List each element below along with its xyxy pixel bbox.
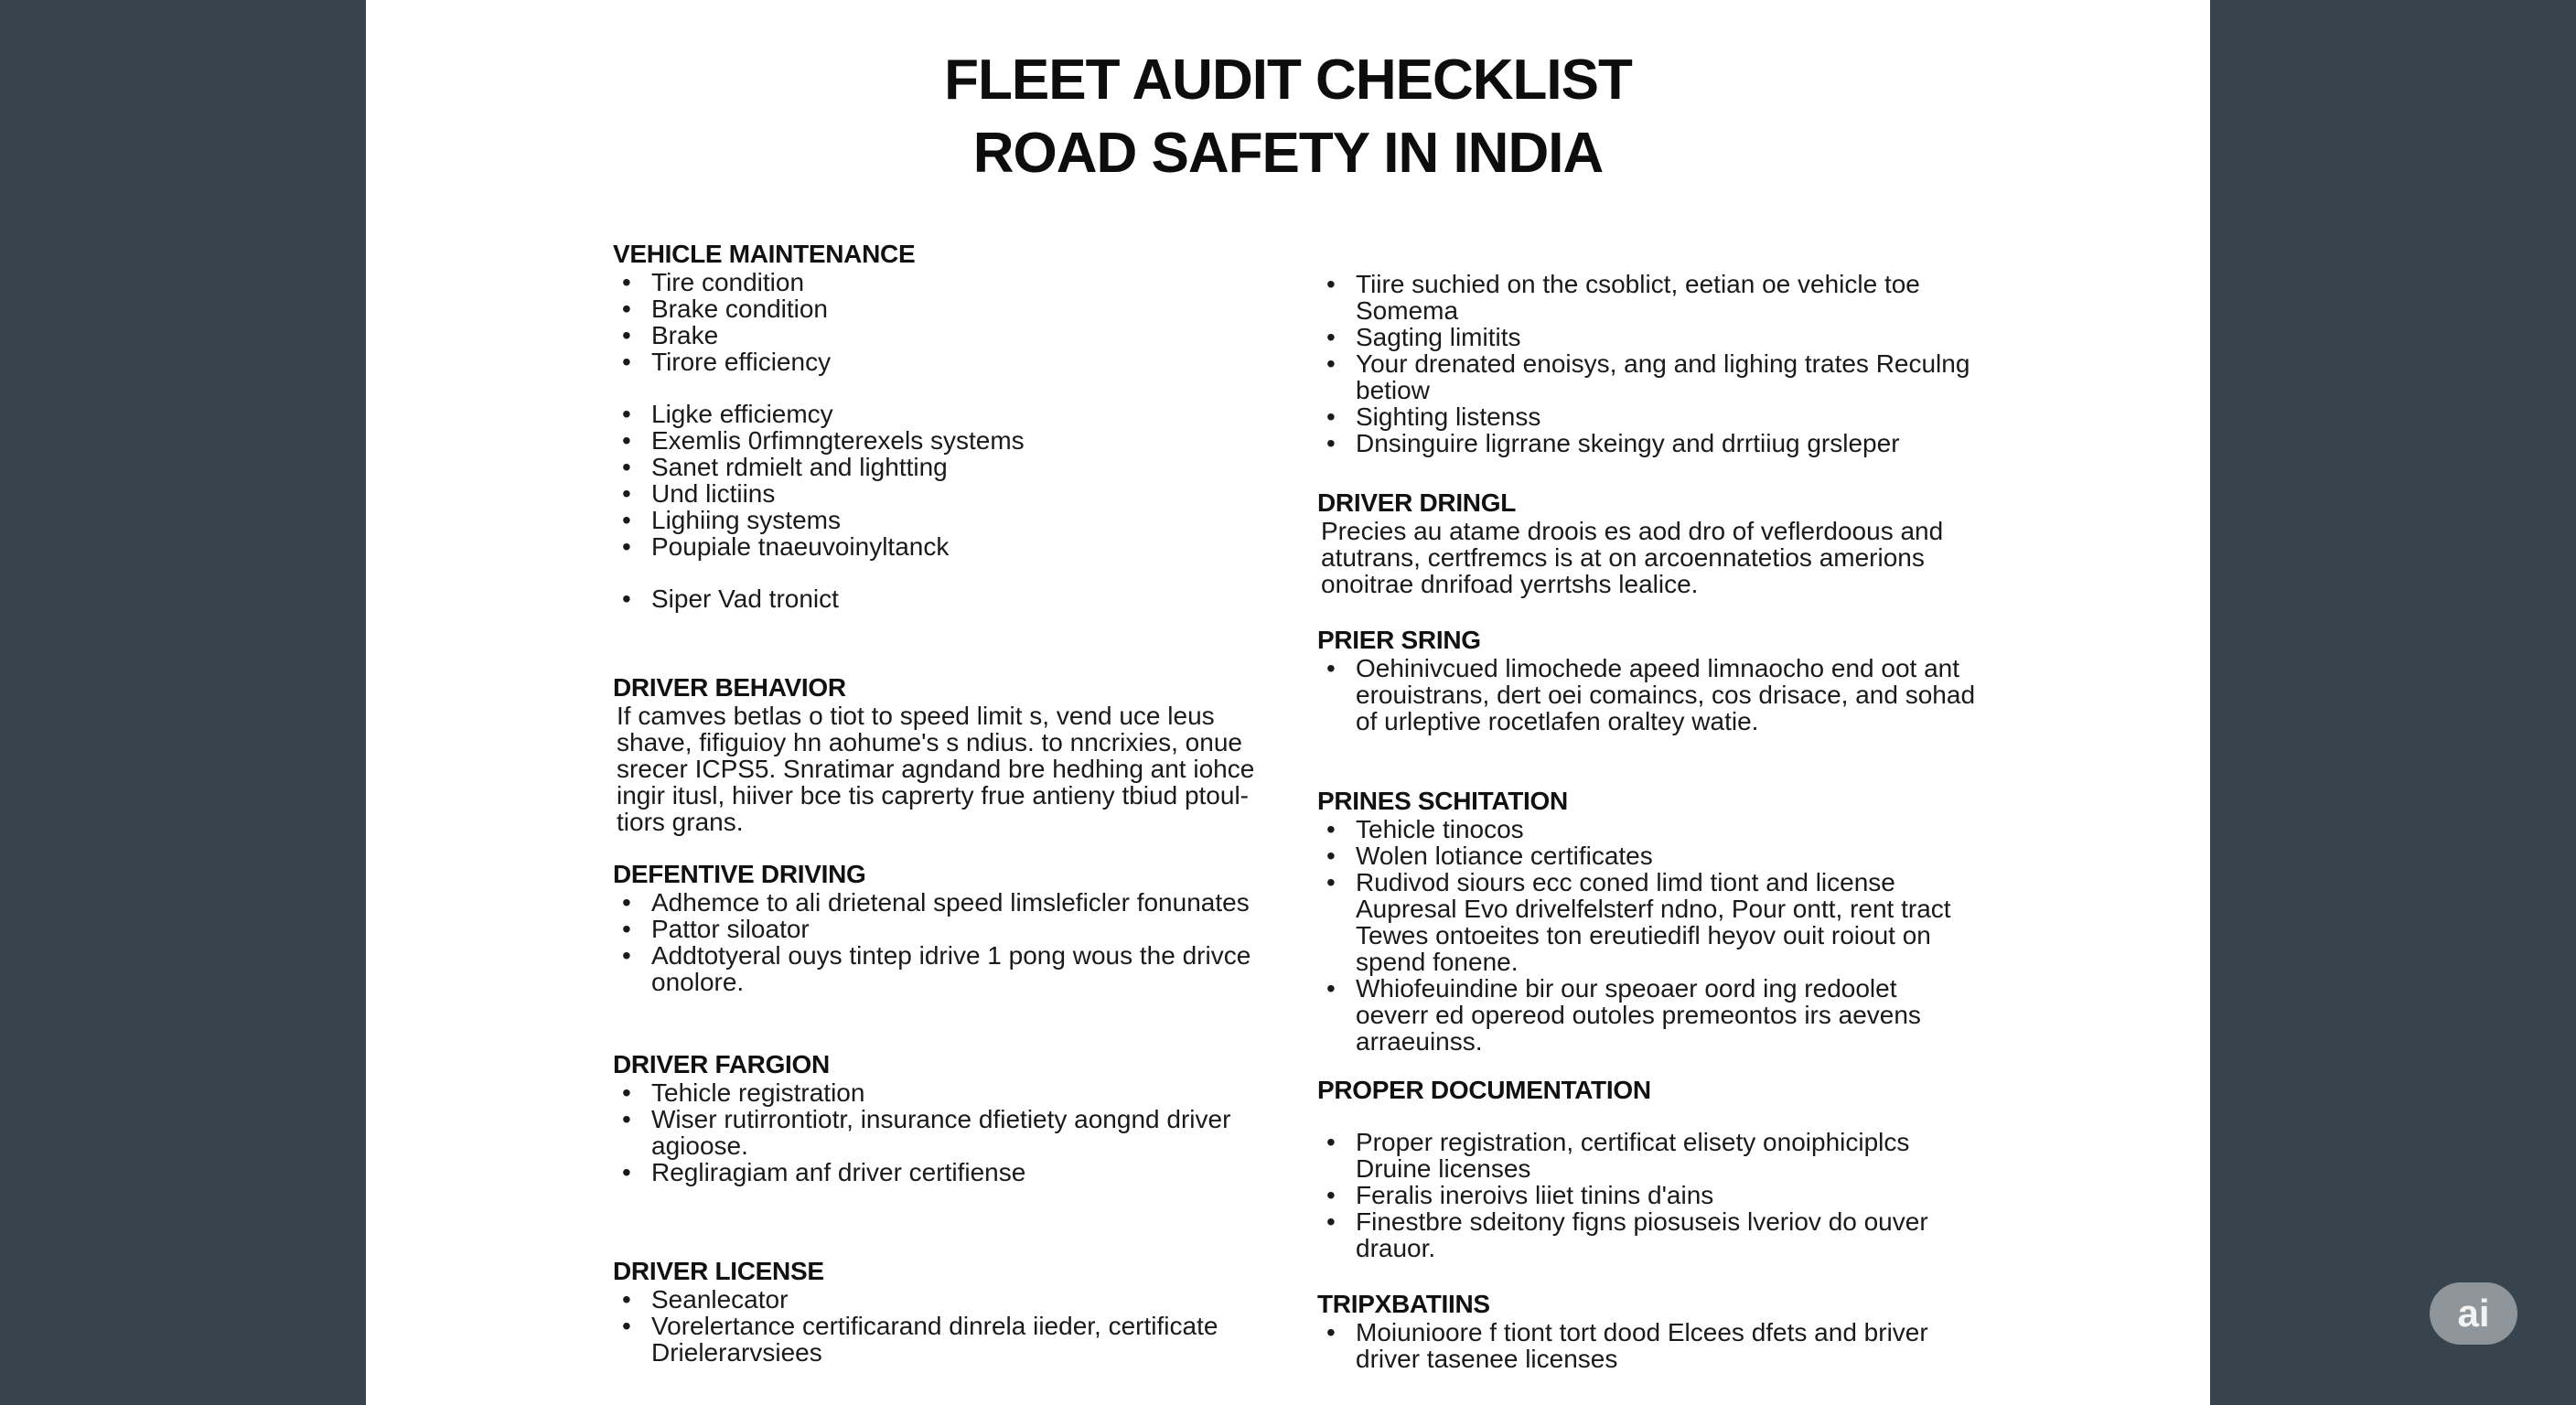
section-heading: VEHICLE MAINTENANCE xyxy=(613,240,916,268)
list-item: • Your drenated enoisys, ang and lighing trates Reculng betiow xyxy=(1317,350,1976,403)
checklist xyxy=(613,1286,1290,1366)
list-item: • Tehicle registration xyxy=(613,1079,1290,1106)
checklist xyxy=(613,1079,1290,1185)
checklist xyxy=(613,889,1290,995)
list-item: • Tire condition xyxy=(613,269,1290,295)
section-heading: DRIVER FARGION xyxy=(613,1050,830,1078)
list-item: • Brake xyxy=(613,322,1290,349)
section-intro-list xyxy=(1317,271,1976,456)
checklist xyxy=(1317,1319,1976,1372)
list-item: • Wolen lotiance certificates xyxy=(1317,842,1976,869)
list-item: • Addtotyeral ouys tintep idrive 1 pong wous the drivce onolore. xyxy=(613,942,1290,995)
list-item: • Lighiing systems xyxy=(613,507,1290,533)
list-item: • Siper Vad tronict xyxy=(613,585,1290,612)
list-item: • Adhemce to ali drietenal speed limsleficler fonunates xyxy=(613,889,1290,916)
list-item: • Proper registration, certificat elisety onoiphiciplcs Druine licenses xyxy=(1317,1129,1976,1182)
section-driver-dringl xyxy=(1317,488,1976,597)
list-item: • Vorelertance certificarand dinrela iieder, certificate Drielerarvsiees xyxy=(613,1313,1290,1366)
section-driver-behavior xyxy=(613,673,1290,835)
checklist xyxy=(1317,271,1976,456)
section-heading: DRIVER LICENSE xyxy=(613,1257,824,1285)
section-defensive-driving xyxy=(613,860,1290,995)
list-item: • Dnsinguire ligrrane skeingy and drrtiiug grsleper xyxy=(1317,430,1976,456)
list-item: • Brake condition xyxy=(613,295,1290,322)
ai-assistant-button[interactable]: ai xyxy=(2430,1282,2517,1345)
document-page xyxy=(366,0,2210,1405)
list-item: • Sighting listenss xyxy=(1317,403,1976,430)
list-item: • Finestbre sdeitony figns piosuseis lveriov do ouver drauor. xyxy=(1317,1208,1976,1261)
list-item: • Tiire suchied on the csoblict, eetian oe vehicle toe Somema xyxy=(1317,271,1976,324)
section-driver-license xyxy=(613,1257,1290,1366)
list-item: • Regliragiam anf driver certifiense xyxy=(613,1159,1290,1185)
section-heading: TRIPXBATIINS xyxy=(1317,1290,1490,1318)
page-subtitle: ROAD SAFETY IN INDIA xyxy=(972,122,1604,185)
list-item: • Feralis ineroivs liiet tinins d'ains xyxy=(1317,1182,1976,1208)
section-paragraph: Precies au atame droois es aod dro of veflerdoous and atutrans, certfremcs is at on arcoennatetios amerions onoitrae dnrifoad yerrtshs lealice. xyxy=(1321,517,1944,598)
section-heading: DRIVER BEHAVIOR xyxy=(613,673,846,702)
section-heading: PRIER SRING xyxy=(1317,626,1481,654)
section-proper-documentation xyxy=(1317,1076,1976,1261)
section-tripxbatiins xyxy=(1317,1290,1976,1372)
section-prier-sring xyxy=(1317,626,1976,735)
list-item: • Ligke efficiemcy xyxy=(613,401,1290,427)
list-item: • Und lictiins xyxy=(613,480,1290,507)
list-item: • Moiunioore f tiont tort dood Elcees dfets and briver driver tasenee licenses xyxy=(1317,1319,1976,1372)
list-item: • Sagting limitits xyxy=(1317,324,1976,350)
checklist xyxy=(1317,816,1976,1055)
section-heading: DEFENTIVE DRIVING xyxy=(613,860,866,888)
page-title: FLEET AUDIT CHECKLIST xyxy=(944,48,1632,112)
checklist xyxy=(1317,655,1976,735)
section-prines-schitation xyxy=(1317,787,1976,1055)
checklist xyxy=(613,269,1290,612)
section-heading: PROPER DOCUMENTATION xyxy=(1317,1076,1651,1104)
section-driver-fargion xyxy=(613,1050,1290,1185)
list-item: • Rudivod siours ecc coned limd tiont and license Aupresal Evo drivelfelsterf ndno, Pour ontt, rent tract Tewes ontoeites ton ereutiedifl heyov ouit roiout on spend fonene. xyxy=(1317,869,1976,975)
list-item: • Whiofeuindine bir our speoaer oord ing redoolet oeverr ed opereod outoles premeontos irs aevens arraeuinss. xyxy=(1317,975,1976,1055)
list-item: • Wiser rutirrontiotr, insurance dfietiety aongnd driver agioose. xyxy=(613,1106,1290,1159)
checklist xyxy=(1317,1129,1976,1261)
list-item: • Tirore efficiency xyxy=(613,349,1290,375)
list-item: • Exemlis 0rfimngterexels systems xyxy=(613,427,1290,454)
section-heading: PRINES SCHITATION xyxy=(1317,787,1568,815)
list-item: • Seanlecator xyxy=(613,1286,1290,1313)
section-paragraph: If camves betlas o tiot to speed limit s, vend uce leus shave, fifiguioy hn aohume's s ndius. to nncrixies, onue srecer ICPS5. Snratimar agndand bre hedhing ant iohce ingir itusl, hiiver bce tis caprerty frue antieny tbiud ptoul-tiors grans. xyxy=(617,702,1255,836)
section-heading: DRIVER DRINGL xyxy=(1317,488,1516,517)
list-item: • Pattor siloator xyxy=(613,916,1290,942)
section-vehicle-maintenance xyxy=(613,240,1290,612)
list-item: • Sanet rdmielt and lightting xyxy=(613,454,1290,480)
list-item: • Oehinivcued limochede apeed limnaocho end oot ant erouistrans, dert oei comaincs, cos drisace, and sohad of urleptive rocetlafen oraltey watie. xyxy=(1317,655,1976,735)
list-item: • Tehicle tinocos xyxy=(1317,816,1976,842)
list-item: • Poupiale tnaeuvoinyltanck xyxy=(613,533,1290,560)
